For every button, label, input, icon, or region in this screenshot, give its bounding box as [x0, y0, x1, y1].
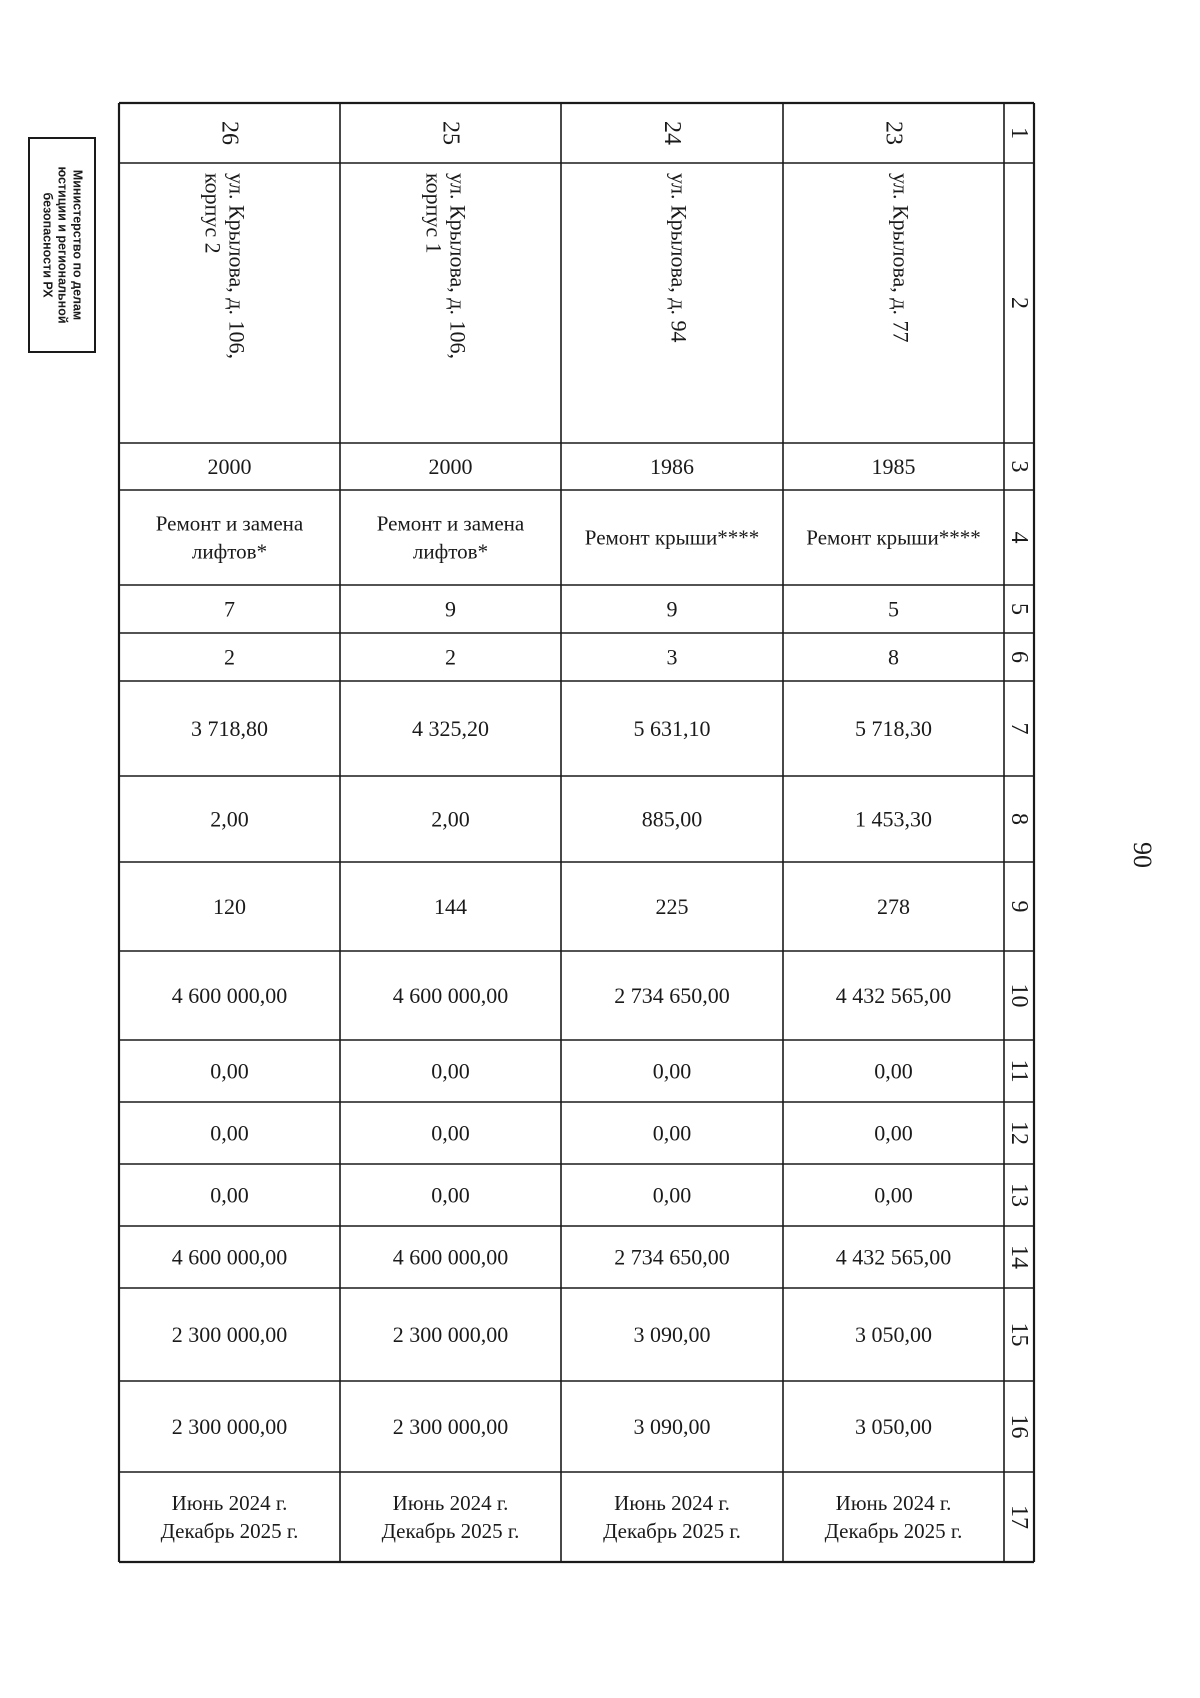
build-year: 2000: [207, 454, 252, 479]
cell-value: 278: [877, 894, 910, 919]
cell-value: 0,00: [652, 1182, 692, 1208]
work-type: Ремонт крыши****: [806, 525, 981, 550]
work-period: Декабрь 2025 г.: [381, 1519, 520, 1543]
cell-value: 2 300 000,00: [392, 1322, 509, 1347]
cell-value: 0,00: [652, 1058, 692, 1084]
row-number: 25: [437, 121, 464, 145]
column-number: 12: [1006, 1121, 1032, 1145]
column-number: 17: [1006, 1505, 1032, 1529]
cell-value: 0,00: [210, 1058, 249, 1084]
stamp-line: юстиции и региональной: [55, 166, 70, 324]
cell-value: 4 600 000,00: [392, 1244, 509, 1270]
cell-value: 0,00: [431, 1182, 470, 1208]
column-number: 2: [1006, 297, 1032, 309]
cell-value: 0,00: [431, 1120, 470, 1146]
column-number: 7: [1006, 722, 1032, 735]
cell-value: 2,00: [210, 806, 249, 832]
cell-value: 7: [224, 596, 235, 622]
cell-value: 0,00: [874, 1120, 913, 1146]
page-number: 90: [1128, 842, 1157, 868]
column-number: 6: [1006, 651, 1032, 663]
work-type: лифтов*: [412, 539, 489, 564]
stamp-line: безопасности РХ: [40, 192, 55, 298]
cell-value: 0,00: [652, 1120, 692, 1146]
cell-value: 144: [434, 894, 467, 919]
cell-value: 2 734 650,00: [614, 983, 730, 1008]
work-period: Июнь 2024 г.: [835, 1491, 952, 1515]
column-number: 11: [1006, 1059, 1032, 1083]
cell-value: 885,00: [641, 806, 703, 832]
work-type: Ремонт крыши****: [584, 525, 760, 550]
address-text: корпус 1: [421, 173, 447, 254]
cell-value: 4 600 000,00: [171, 1244, 288, 1270]
cell-value: 0,00: [210, 1182, 249, 1208]
cell-value: 0,00: [874, 1182, 913, 1208]
column-number: 13: [1006, 1183, 1032, 1207]
cell-value: 4 432 565,00: [835, 1244, 952, 1270]
row-number: 23: [880, 121, 907, 145]
cell-value: 5 718,30: [855, 716, 932, 741]
cell-value: 4 432 565,00: [835, 983, 952, 1008]
cell-value: 2,00: [431, 806, 470, 832]
column-number: 10: [1006, 983, 1032, 1008]
cell-value: 2 300 000,00: [171, 1414, 288, 1439]
cell-value: 2 300 000,00: [392, 1414, 509, 1439]
column-number: 14: [1006, 1245, 1032, 1269]
cell-value: 8: [888, 644, 899, 670]
row-number: 26: [216, 121, 243, 145]
column-number: 16: [1006, 1414, 1032, 1439]
cell-value: 5 631,10: [633, 716, 711, 741]
cell-value: 0,00: [210, 1120, 249, 1146]
address-text: ул. Крылова, д. 94: [666, 173, 692, 343]
address-text: ул. Крылова, д. 106,: [445, 173, 471, 360]
cell-value: 1 453,30: [855, 806, 932, 832]
work-type: Ремонт и замена: [155, 511, 304, 536]
row-number: 24: [659, 121, 685, 145]
cell-value: 3: [666, 644, 678, 670]
work-period: Декабрь 2025 г.: [603, 1519, 741, 1543]
column-number: 3: [1006, 460, 1032, 473]
cell-value: 2: [224, 644, 235, 670]
cell-value: 3 050,00: [855, 1322, 932, 1347]
cell-value: 3 718,80: [191, 716, 268, 741]
build-year: 1986: [650, 454, 694, 479]
work-period: Декабрь 2025 г.: [824, 1519, 963, 1543]
column-number: 4: [1006, 531, 1032, 544]
column-number: 9: [1006, 900, 1032, 913]
column-number: 5: [1006, 603, 1032, 615]
cell-value: 0,00: [874, 1058, 913, 1084]
build-year: 1985: [871, 454, 916, 479]
work-period: Декабрь 2025 г.: [160, 1519, 299, 1543]
cell-value: 225: [655, 894, 689, 919]
cell-value: 9: [445, 596, 456, 622]
work-period: Июнь 2024 г.: [392, 1491, 509, 1515]
cell-value: 4 600 000,00: [392, 983, 509, 1008]
cell-value: 3 050,00: [855, 1414, 932, 1439]
cell-value: 5: [888, 596, 899, 622]
cell-value: 2 300 000,00: [171, 1322, 288, 1347]
stamp-line: Министерство по делам: [70, 169, 85, 321]
cell-value: 0,00: [431, 1058, 470, 1084]
cell-value: 3 090,00: [633, 1322, 711, 1347]
address-text: ул. Крылова, д. 77: [888, 173, 914, 343]
cell-value: 2 734 650,00: [614, 1244, 730, 1270]
cell-value: 4 600 000,00: [171, 983, 288, 1008]
work-period: Июнь 2024 г.: [171, 1491, 288, 1515]
work-type: лифтов*: [191, 539, 268, 564]
work-period: Июнь 2024 г.: [614, 1491, 730, 1515]
cell-value: 120: [213, 894, 246, 919]
column-number: 15: [1006, 1322, 1032, 1347]
cell-value: 2: [445, 644, 456, 670]
address-text: корпус 2: [200, 173, 226, 254]
cell-value: 3 090,00: [633, 1414, 711, 1439]
cell-value: 4 325,20: [412, 716, 489, 741]
work-type: Ремонт и замена: [376, 511, 525, 536]
cell-value: 9: [666, 596, 678, 622]
column-number: 1: [1006, 127, 1032, 139]
column-number: 8: [1006, 813, 1032, 825]
address-text: ул. Крылова, д. 106,: [224, 173, 250, 360]
build-year: 2000: [428, 454, 473, 479]
